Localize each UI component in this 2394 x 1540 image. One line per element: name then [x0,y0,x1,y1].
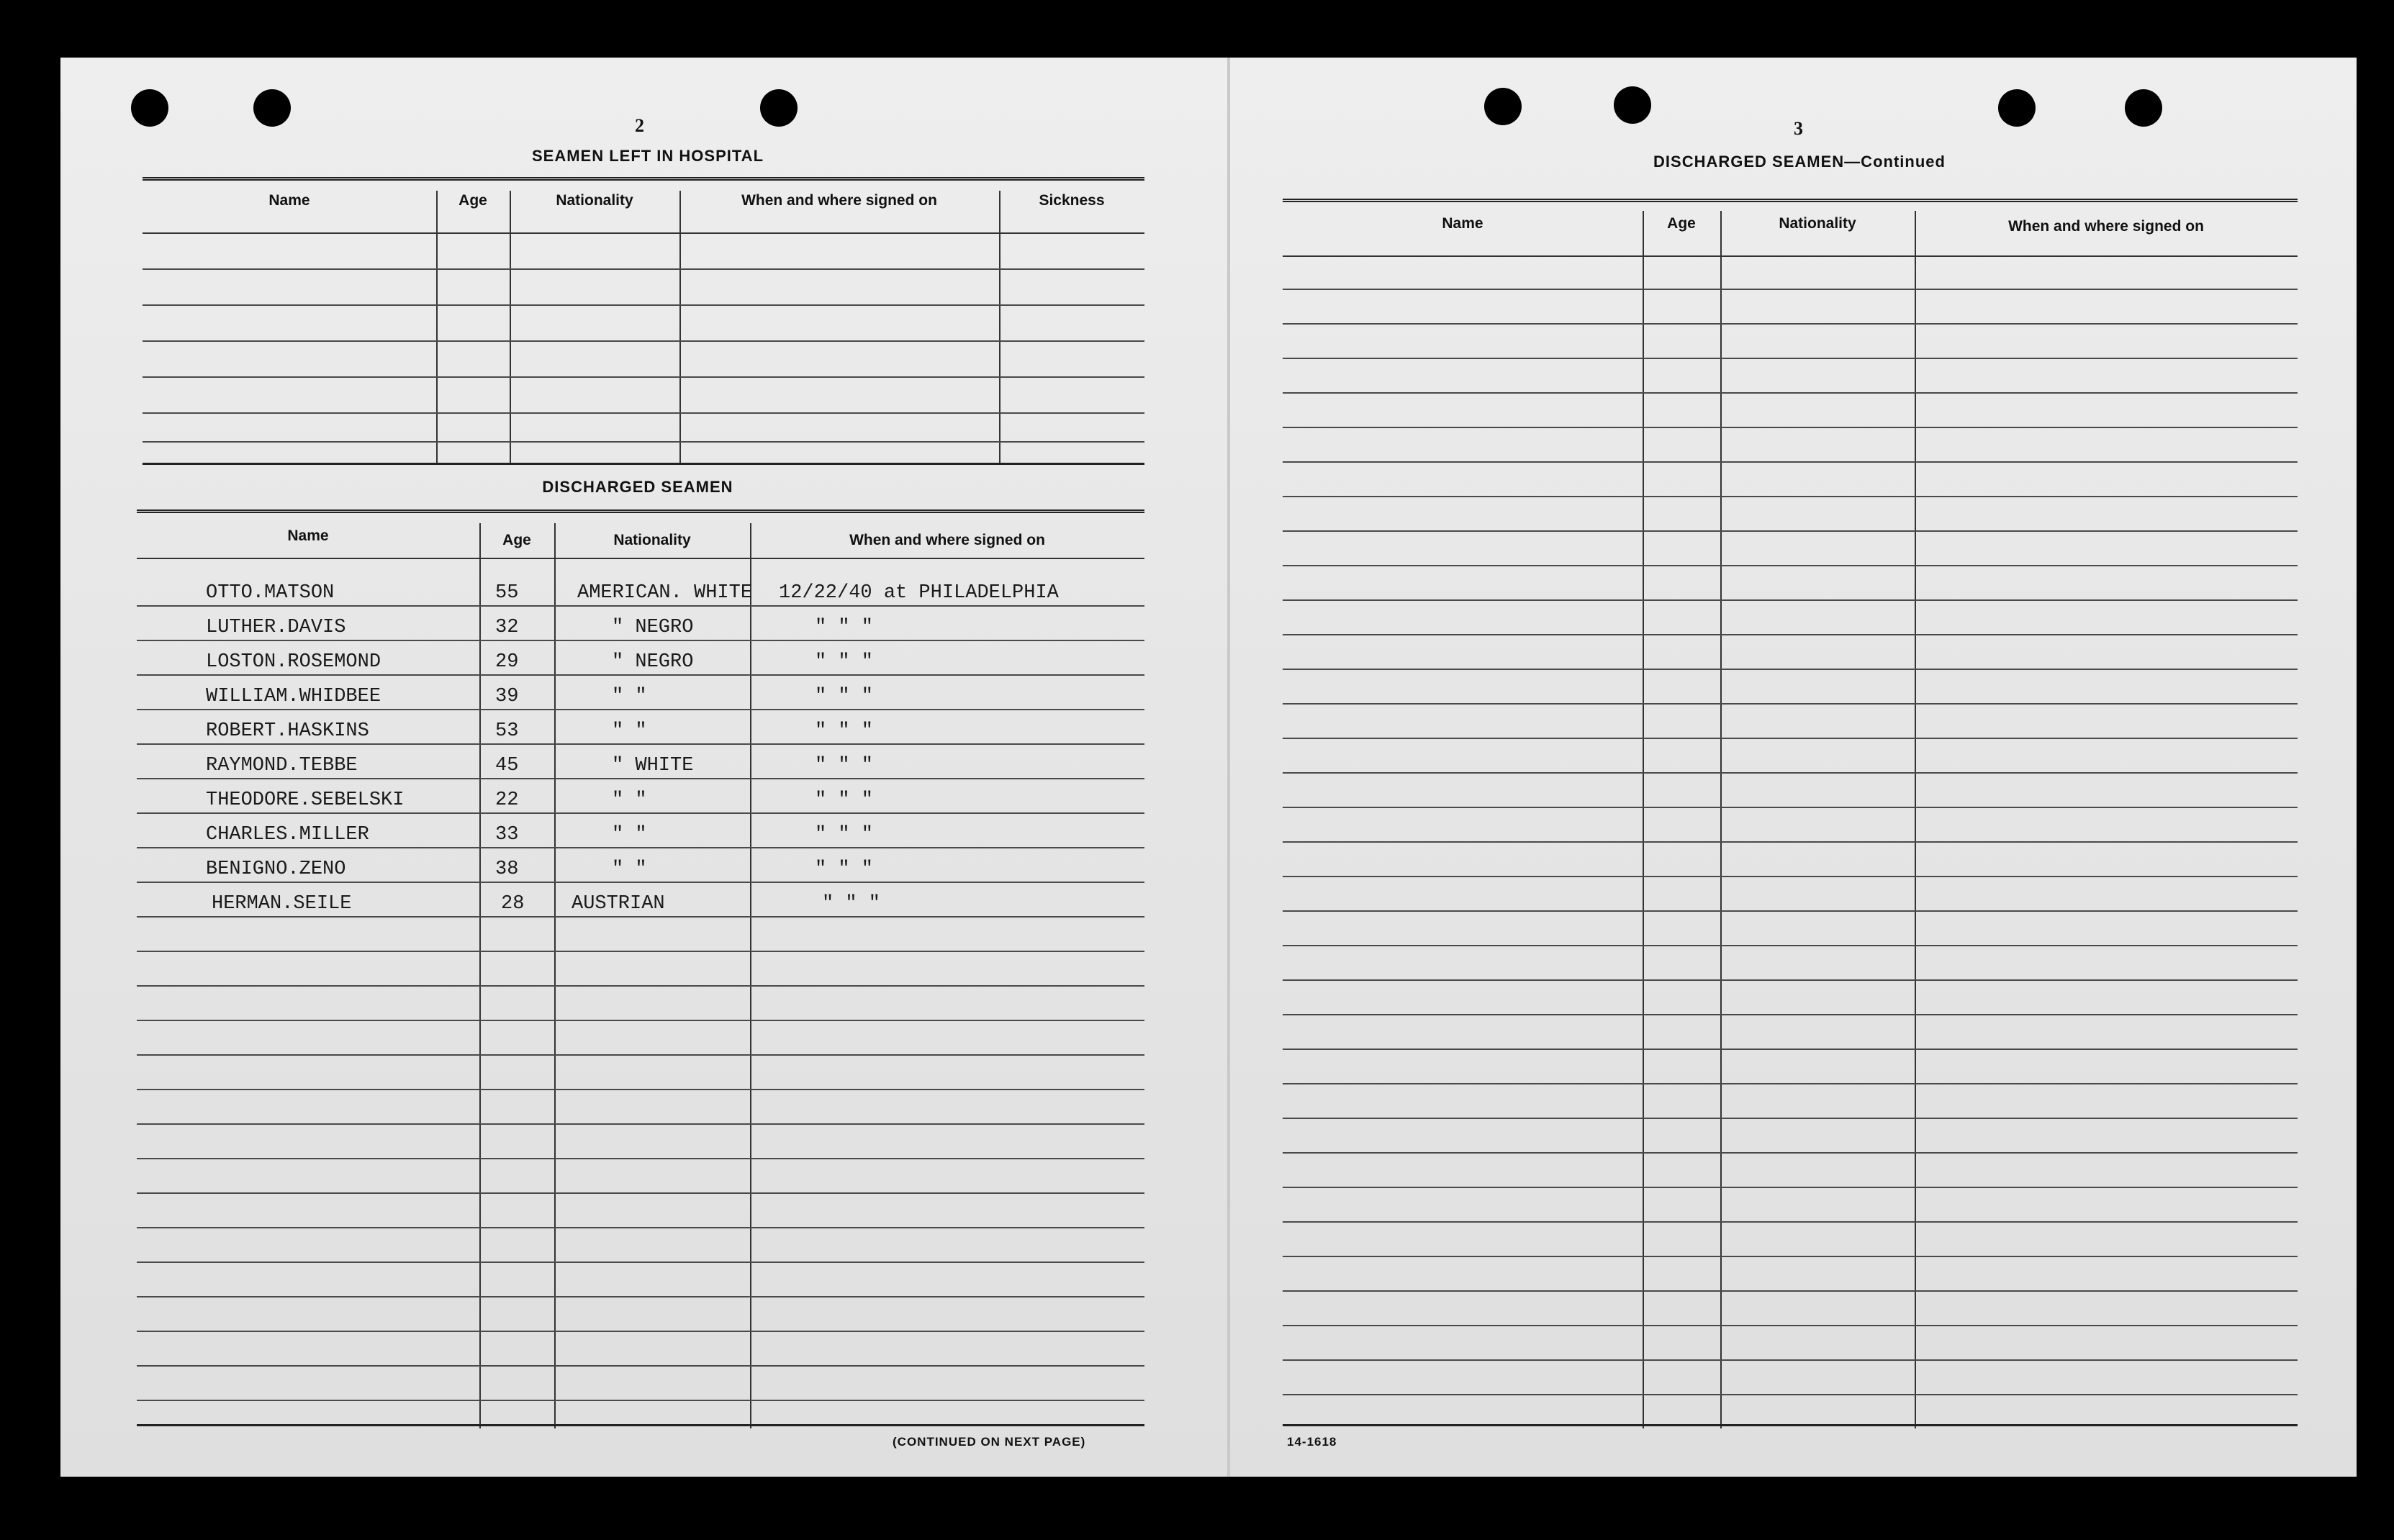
punch-hole [131,89,168,127]
seaman-age: 45 [495,755,519,776]
ruled-line [1283,634,2298,635]
table-bottom-rule [137,1424,1144,1426]
continued-col-signed-on: When and where signed on [2008,218,2204,235]
ruled-line [137,1158,1144,1159]
table-bottom-rule [1283,1424,2298,1426]
ruled-line [1283,1014,2298,1015]
punch-hole [1998,89,2036,127]
punch-hole [1484,88,1522,125]
ruled-line [1283,1083,2298,1084]
seaman-age: 38 [495,859,519,880]
ruled-line [1283,1048,2298,1050]
seaman-signed-on: " " " [815,686,874,707]
punch-hole [760,89,798,127]
seaman-name: LUTHER.DAVIS [206,617,346,638]
seaman-nationality: " " [612,789,647,811]
right-page-title: DISCHARGED SEAMEN—Continued [1653,153,1946,171]
seaman-age: 32 [495,617,519,638]
seaman-name: THEODORE.SEBELSKI [206,789,405,811]
ruled-line [137,1296,1144,1297]
ruled-line [137,1331,1144,1332]
seaman-nationality: " NEGRO [612,651,694,673]
seaman-name: BENIGNO.ZENO [206,859,346,880]
ruled-line [1283,392,2298,394]
ruled-line [1283,599,2298,601]
table-row [137,709,1144,743]
seaman-signed-on: " " " [822,893,881,915]
ruled-line [1283,1325,2298,1326]
continued-col-name: Name [1442,215,1483,232]
seaman-name: ROBERT.HASKINS [206,720,369,742]
punch-hole [1614,86,1651,124]
ruled-line [1283,1221,2298,1223]
table-row [137,674,1144,709]
page-fold [1227,58,1230,1477]
seaman-name: WILLIAM.WHIDBEE [206,686,381,707]
ruled-line [137,1400,1144,1401]
ruled-line [1283,669,2298,670]
seaman-nationality: " " [612,859,647,880]
discharged-col-nationality: Nationality [613,532,691,548]
ruled-line [1283,772,2298,774]
discharged-col-name: Name [287,527,329,544]
seaman-age: 55 [495,582,519,604]
hospital-col-sickness: Sickness [1039,192,1105,209]
hospital-section-title: SEAMEN LEFT IN HOSPITAL [531,147,764,165]
ruled-line [137,985,1144,987]
ruled-line [1283,876,2298,877]
right-page-number: 3 [1794,118,1803,139]
seaman-age: 53 [495,720,519,742]
ruled-line [1283,565,2298,566]
punch-hole [2125,89,2162,127]
table-row [137,882,1144,916]
ruled-line [1283,289,2298,290]
table-row [137,812,1144,847]
continued-col-age: Age [1667,215,1696,232]
seaman-name: OTTO.MATSON [206,582,335,604]
seaman-signed-on: " " " [815,824,874,846]
table-row [137,571,1144,605]
seaman-nationality: " WHITE [612,755,694,776]
seaman-name: CHARLES.MILLER [206,824,369,846]
ruled-line [1283,496,2298,497]
ruled-line [1283,910,2298,912]
seaman-signed-on: " " " [815,617,874,638]
ruled-line [137,1123,1144,1125]
ruled-line [137,1262,1144,1263]
ruled-line [137,916,1144,918]
ruled-line [1283,323,2298,325]
seaman-nationality: " " [612,720,647,742]
seaman-age: 22 [495,789,519,811]
table-row [137,605,1144,640]
seaman-age: 39 [495,686,519,707]
hospital-table [143,177,1144,464]
discharged-col-age: Age [502,532,531,548]
seaman-age: 33 [495,824,519,846]
seaman-signed-on: " " " [815,859,874,880]
seaman-signed-on: 12/22/40 at PHILADELPHIA [779,582,1059,604]
seaman-signed-on: " " " [815,755,874,776]
seaman-signed-on: " " " [815,720,874,742]
hospital-col-nationality: Nationality [556,192,633,209]
table-row [137,640,1144,674]
ruled-line [1283,1152,2298,1154]
seaman-name: HERMAN.SEILE [212,893,352,915]
discharged-col-signed-on: When and where signed on [849,532,1045,548]
ruled-line [1283,427,2298,428]
seaman-nationality: " NEGRO [612,617,694,638]
seaman-signed-on: " " " [815,789,874,811]
ruled-line [1283,703,2298,705]
ruled-line [1283,358,2298,359]
ruled-line [137,951,1144,952]
seaman-nationality: AUSTRIAN [572,893,665,915]
ruled-line [1283,738,2298,739]
ruled-line [137,1227,1144,1228]
seaman-name: LOSTON.ROSEMOND [206,651,381,673]
discharged-continued-table [1283,199,2298,1428]
table-row [137,847,1144,882]
continued-col-nationality: Nationality [1779,215,1856,232]
left-page-number: 2 [635,115,644,136]
form-number: 14-1618 [1287,1435,1337,1449]
seaman-name: RAYMOND.TEBBE [206,755,358,776]
seaman-nationality: " " [612,686,647,707]
seaman-age: 29 [495,651,519,673]
seaman-signed-on: " " " [815,651,874,673]
ruled-line [137,1365,1144,1367]
ruled-line [137,1020,1144,1021]
ruled-line [1283,1394,2298,1395]
table-row [137,778,1144,812]
seaman-nationality: " " [612,824,647,846]
ruled-line [1283,979,2298,981]
ruled-line [1283,530,2298,532]
continued-note: (CONTINUED ON NEXT PAGE) [893,1435,1086,1449]
ruled-line [1283,1118,2298,1119]
discharged-section-title: DISCHARGED SEAMEN [542,478,733,496]
hospital-col-name: Name [268,192,310,209]
ruled-line [137,1089,1144,1090]
discharged-table [137,509,1144,1428]
ruled-line [1283,1290,2298,1292]
punch-hole [253,89,291,127]
ruled-line [1283,461,2298,463]
ruled-line [1283,1187,2298,1188]
table-row [137,743,1144,778]
ruled-line [1283,1256,2298,1257]
ruled-line [137,1054,1144,1056]
ruled-line [137,1192,1144,1194]
hospital-col-signed-on: When and where signed on [741,192,937,209]
seaman-nationality: AMERICAN. WHITE [577,582,753,604]
ruled-line [1283,807,2298,808]
hospital-col-age: Age [459,192,487,209]
ruled-line [1283,1359,2298,1361]
ruled-line [1283,945,2298,946]
seaman-age: 28 [501,893,525,915]
ruled-line [1283,841,2298,843]
